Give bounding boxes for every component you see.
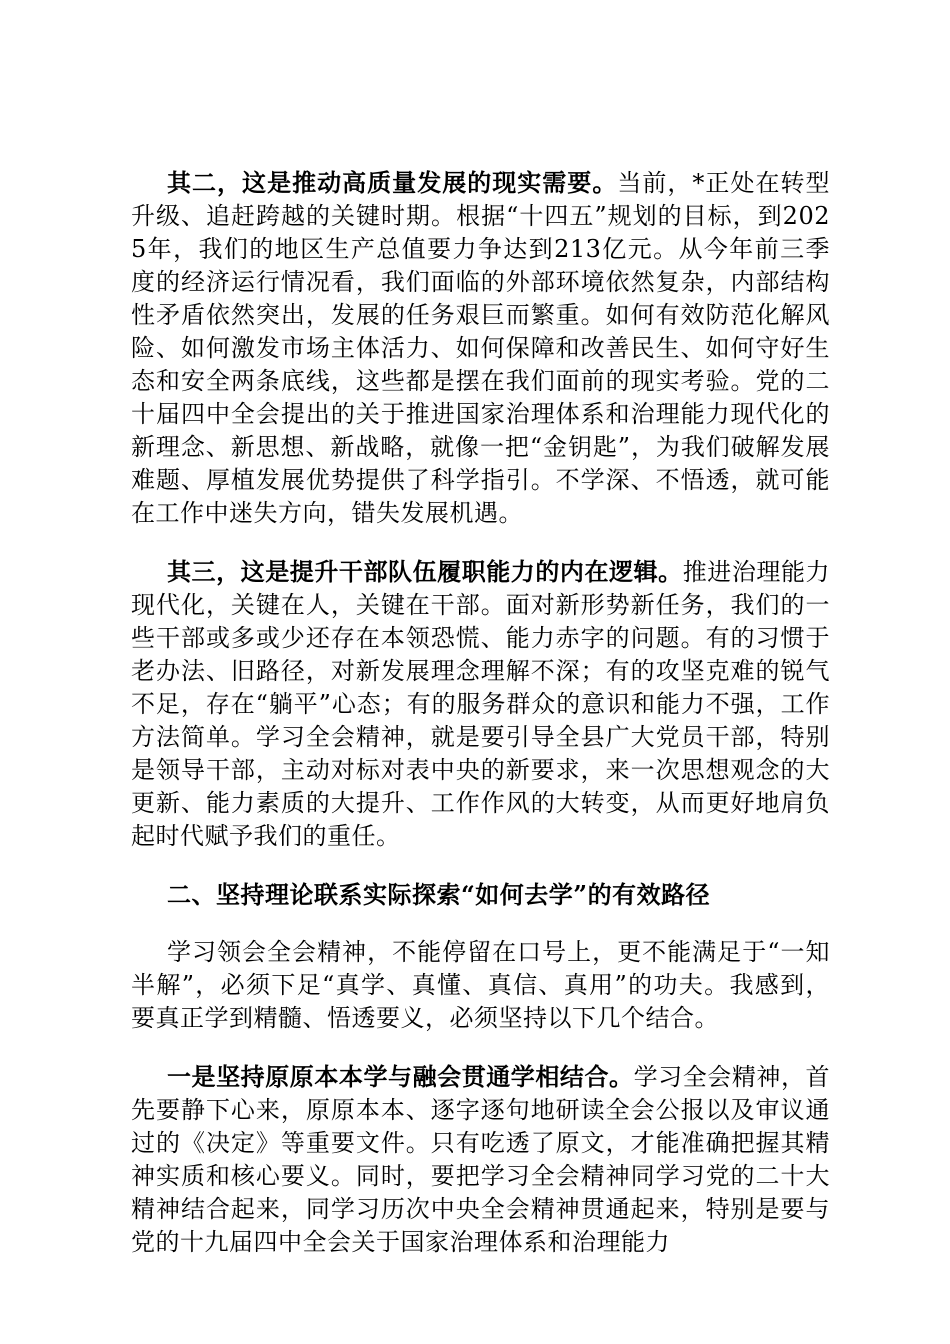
document-body: [131, 166, 830, 1259]
paragraph-third-point: [131, 555, 830, 853]
paragraph-lead: 其二，这是推动高质量发展的现实需要。: [167, 168, 618, 197]
paragraph-text: 学习领会全会精神，不能停留在口号上，更不能满足于“一知半解”，必须下足“真学、真懂、真信、真用”的功夫。我感到，要真正学到精髓、悟透要义，必须坚持以下几个结合。: [131, 938, 830, 1032]
paragraph-lead: 其三，这是提升干部队伍履职能力的内在逻辑。: [167, 557, 683, 586]
paragraph-text: 推进治理能力现代化，关键在人，关键在干部。面对新形势新任务，我们的一些干部或多或少还存在本领恐慌、能力赤字的问题。有的习惯于老办法、旧路径，对新发展理念理解不深；有的攻坚克难的锐气不足，存在“躺平”心态；有的服务群众的意识和能力不强，工作方法简单。学习全会精神，就是要引导全县广大党员干部，特别是领导干部，主动对标对表中央的新要求，来一次思想观念的大更新、能力素质的大提升、工作作风的大转变，从而更好地肩负起时代赋予我们的重任。: [131, 558, 831, 850]
paragraph-first-combination: [131, 1060, 830, 1259]
paragraph-intro: [131, 936, 830, 1035]
paragraph-lead: 一是坚持原原本本学与融会贯通学相结合。: [167, 1062, 634, 1091]
section-heading: 二、坚持理论联系实际探索“如何去学”的有效路径: [167, 880, 711, 909]
paragraph-text: 当前，*正处在转型升级、追赶跨越的关键时期。根据“十四五”规划的目标，到2025年，我们的地区生产总值要力争达到213亿元。从今年前三季度的经济运行情况看，我们面临的外部环境依然复杂，内部结构性矛盾依然突出，发展的任务艰巨而繁重。如何有效防范化解风险、如何激发市场主体活力、如何保障和改善民生、如何守好生态和安全两条底线，这些都是摆在我们面前的现实考验。党的二十届四中全会提出的关于推进国家治理体系和治理能力现代化的新理念、新思想、新战略，就像一把“金钥匙”，为我们破解发展难题、厚植发展优势提供了科学指引。不学深、不悟透，就可能在工作中迷失方向，错失发展机遇。: [131, 169, 831, 527]
paragraph-second-point: [131, 166, 830, 530]
paragraph-text: 学习全会精神，首先要静下心来，原原本本、逐字逐句地研读全会公报以及审议通过的《决定》等重要文件。只有吃透了原文，才能准确把握其精神实质和核心要义。同时，要把学习全会精神同学习党的二十大精神结合起来，同学习历次中央全会精神贯通起来，特别是要与党的十九届四中全会关于国家治理体系和治理能力: [131, 1063, 831, 1256]
